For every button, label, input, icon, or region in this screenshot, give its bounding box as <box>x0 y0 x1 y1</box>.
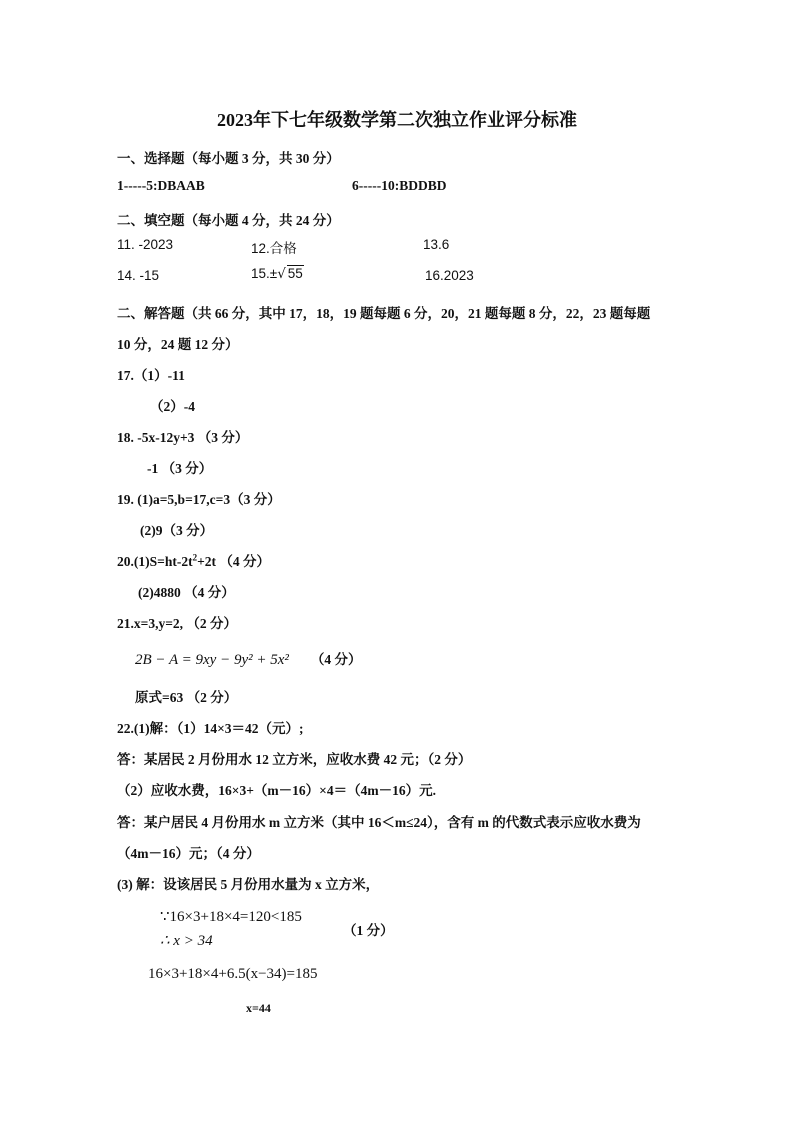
answer-q16: 16.2023 <box>425 268 474 283</box>
answer-q22-1: 22.(1)解：（1）14×3＝42（元）; <box>117 721 304 736</box>
answer-q22-2: （2）应收水费，16×3+（m－16）×4＝（4m－16）元. <box>117 783 436 798</box>
answer-q20-1 <box>117 550 270 570</box>
answer-q17-2: （2）-4 <box>150 399 195 414</box>
document-title: 2023年下七年级数学第二次独立作业评分标准 <box>217 110 577 130</box>
answer-q12: 12.合格 <box>251 241 297 256</box>
answer-q11: 11. -2023 <box>117 237 174 252</box>
answer-q20-1-expr: 20.(1)S=ht-2t <box>117 554 193 569</box>
answer-q22-ans2-line2: （4m－16）元；（4 分） <box>117 846 260 861</box>
sqrt-symbol-icon: √ <box>277 266 286 282</box>
answer-q21-1: 21.x=3,y=2, （2 分） <box>117 616 238 631</box>
answers-1-5: 1-----5:DBAAB <box>117 178 205 193</box>
answer-q18-2: -1 （3 分） <box>147 461 213 476</box>
answer-q22-ans1: 答：某居民 2 月份用水 12 立方米，应收水费 42 元；（2 分） <box>117 752 472 767</box>
answer-q22-3-result: x=44 <box>246 1001 271 1015</box>
answers-6-10: 6-----10:BDDBD <box>352 178 447 193</box>
answer-q18-1: 18. -5x-12y+3 （3 分） <box>117 430 249 445</box>
answer-q15-prefix: 15.± <box>251 266 278 281</box>
answer-q22-3-equation: 16×3+18×4+6.5(x−34)=185 <box>148 966 318 982</box>
answer-q15-radicand: 55 <box>287 266 303 281</box>
section-heading-multiple-choice: 一、选择题（每小题 3 分，共 30 分） <box>117 151 340 166</box>
answer-q22-3-score: （1 分） <box>343 923 394 938</box>
answer-q17-1: 17.（1）-11 <box>117 368 185 383</box>
answer-q19-2: (2)9（3 分） <box>140 523 214 538</box>
answer-q22-ans2-line1: 答：某户居民 4 月份用水 m 立方米（其中 16＜m≤24），含有 m 的代数式表示应收水费为 <box>117 815 641 830</box>
answer-q21-2-score: （4 分） <box>310 652 362 667</box>
answer-q14: 14. -15 <box>117 268 160 283</box>
answer-q21-3: 原式=63 （2 分） <box>135 690 238 705</box>
section-heading-fill-in: 二、填空题（每小题 4 分，共 24 分） <box>117 213 340 228</box>
answer-q15 <box>251 266 304 282</box>
answer-q22-3-therefore: ∴ x > 34 <box>160 933 213 949</box>
answer-q20-1-score: +2t （4 分） <box>197 554 271 569</box>
answer-q22-3: (3) 解：设该居民 5 月份用水量为 x 立方米， <box>117 877 380 892</box>
answer-q21-2 <box>135 648 362 669</box>
answer-q19-1: 19. (1)a=5,b=17,c=3（3 分） <box>117 492 281 507</box>
section-heading-solutions-line1: 二、解答题（共 66 分，其中 17，18，19 题每题 6 分，20，21 题每题 8 分，22，23 题每题 <box>117 306 651 321</box>
exponent: 2 <box>192 552 198 563</box>
answer-q21-2-expression: 2B − A = 9xy − 9y² + 5x² <box>135 652 289 668</box>
answer-q13: 13.6 <box>423 237 450 252</box>
answer-q22-3-because: ∵16×3+18×4=120<185 <box>160 909 302 925</box>
answer-q20-2: (2)4880 （4 分） <box>138 585 235 600</box>
section-heading-solutions-line2: 10 分，24 题 12 分） <box>117 337 239 352</box>
